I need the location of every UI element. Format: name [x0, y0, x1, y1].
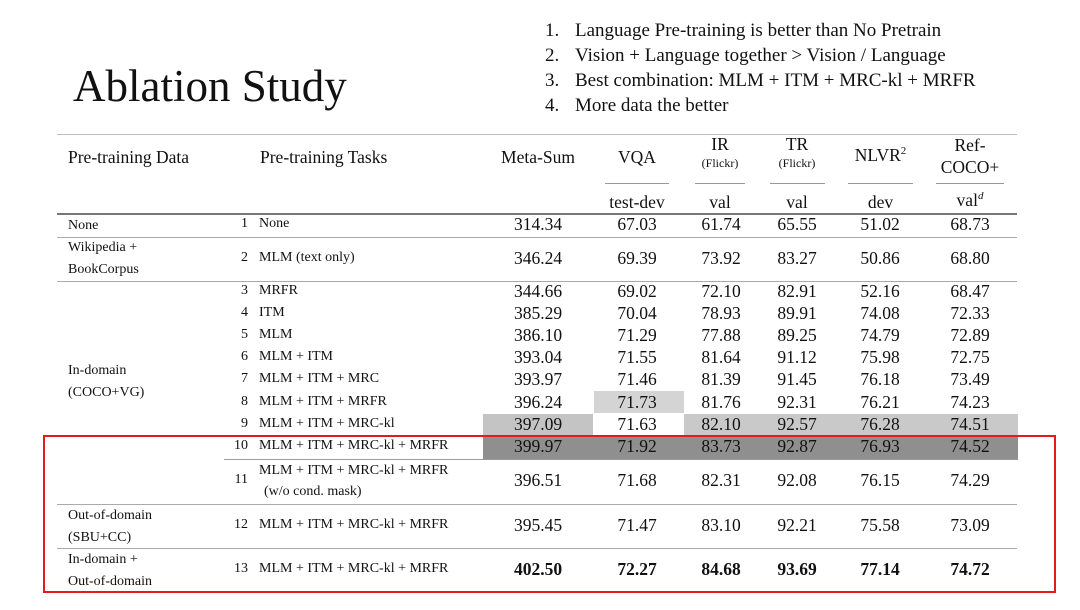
cell-refcoco: 74.52	[950, 436, 990, 456]
cell-refcoco: 68.47	[950, 281, 990, 301]
cell-nlvr2: 74.79	[860, 325, 900, 345]
cell-nlvr2: 74.08	[860, 303, 900, 323]
subheader-ref	[925, 190, 1015, 211]
cell-tr: 89.91	[777, 303, 817, 323]
group-line: In-domain	[68, 363, 127, 378]
cell-ir: 84.68	[701, 559, 741, 579]
cell-nlvr2: 76.18	[860, 369, 900, 389]
cell-refcoco: 73.49	[950, 369, 990, 389]
row-index: 2	[241, 250, 248, 265]
cell-meta-sum: 393.04	[513, 347, 563, 367]
cell-refcoco: 74.51	[950, 414, 990, 434]
cell-refcoco: 68.80	[950, 248, 990, 268]
cell-meta-sum: 395.45	[513, 515, 563, 535]
cell-nlvr2: 76.15	[860, 470, 900, 490]
subheader-rule	[848, 183, 913, 184]
row-task: MLM + ITM + MRC-kl	[259, 416, 395, 431]
cell-refcoco: 74.23	[950, 392, 990, 412]
point-text: More data the better	[575, 95, 729, 116]
header-nlvr-sup: 2	[900, 145, 907, 158]
group-line: None	[68, 218, 99, 233]
cell-meta-sum: 396.51	[513, 470, 563, 490]
cell-meta-sum: 346.24	[513, 248, 563, 268]
cell-vqa: 71.92	[617, 436, 657, 456]
row-separator	[57, 237, 1017, 238]
header-ref-line2: COCO+	[940, 157, 1000, 177]
cell-tr: 83.27	[777, 248, 817, 268]
cell-tr: 92.31	[777, 392, 817, 412]
cell-vqa: 71.68	[617, 470, 657, 490]
cell-nlvr2: 76.28	[860, 414, 900, 434]
cell-refcoco: 72.75	[950, 347, 990, 367]
cell-ir: 61.74	[701, 214, 741, 234]
cell-tr: 92.08	[777, 470, 817, 490]
row-index: 11	[234, 472, 248, 487]
row-index: 1	[241, 216, 248, 231]
subheader-tr: val	[786, 192, 808, 212]
group-line: Out-of-domain	[68, 574, 152, 589]
row-index: 6	[241, 349, 248, 364]
point-item	[545, 18, 976, 43]
subheader-rule	[695, 183, 745, 184]
cell-nlvr2: 77.14	[860, 559, 900, 579]
row-task: None	[259, 216, 290, 231]
group-line: In-domain +	[68, 552, 138, 567]
cell-ir: 73.92	[701, 248, 741, 268]
header-tr-sub: (Flickr)	[778, 156, 816, 170]
cell-tr: 89.25	[777, 325, 817, 345]
table-top-rule	[57, 134, 1017, 135]
point-item	[545, 93, 976, 118]
cell-tr: 91.45	[777, 369, 817, 389]
key-points-list	[545, 18, 976, 118]
cell-meta-sum: 402.50	[513, 559, 563, 579]
cell-meta-sum: 396.24	[513, 392, 563, 412]
header-vqa: VQA	[618, 147, 656, 167]
header-ir-label: IR	[711, 134, 729, 154]
group-label	[68, 360, 144, 404]
group-label	[68, 237, 139, 281]
cell-nlvr2: 51.02	[860, 214, 900, 234]
cell-ir: 81.64	[701, 347, 741, 367]
row-task: MRFR	[259, 283, 298, 298]
row-index: 13	[234, 561, 248, 576]
row-task-line: (w/o cond. mask)	[264, 484, 362, 499]
cell-refcoco: 68.73	[950, 214, 990, 234]
highlight-box	[43, 435, 1056, 593]
row-task: MLM + ITM + MRC-kl + MRFR	[259, 438, 449, 453]
subheader-nlvr: dev	[867, 192, 894, 212]
cell-tr: 93.69	[777, 559, 817, 579]
cell-vqa: 71.46	[617, 369, 657, 389]
header-meta-sum: Meta-Sum	[501, 147, 575, 167]
cell-meta-sum: 397.09	[513, 414, 563, 434]
header-ir	[680, 134, 760, 171]
cell-tr: 65.55	[777, 214, 817, 234]
header-nlvr-label: NLVR	[854, 145, 901, 165]
row-task: MLM + ITM + MRC-kl + MRFR	[259, 561, 449, 576]
cell-nlvr2: 76.93	[860, 436, 900, 456]
row-task: MLM + ITM + MRC	[259, 371, 380, 386]
header-tr-label: TR	[785, 134, 809, 154]
cell-meta-sum: 393.97	[513, 369, 563, 389]
row-index: 4	[241, 305, 248, 320]
cell-vqa: 71.63	[617, 414, 657, 434]
subheader-vqa: test-dev	[609, 192, 665, 212]
cell-vqa: 71.47	[617, 515, 657, 535]
cell-ir: 81.39	[701, 369, 741, 389]
group-line: Out-of-domain	[68, 508, 152, 523]
cell-ir: 82.31	[701, 470, 741, 490]
cell-tr: 92.87	[777, 436, 817, 456]
cell-tr: 92.57	[777, 414, 817, 434]
row-task: MLM + ITM + MRC-kl + MRFR	[259, 517, 449, 532]
cell-meta-sum: 399.97	[513, 436, 563, 456]
cell-ir: 83.10	[701, 515, 741, 535]
row-index: 3	[241, 283, 248, 298]
cell-tr: 91.12	[777, 347, 817, 367]
row-task: MLM	[259, 327, 293, 342]
cell-vqa: 69.02	[617, 281, 657, 301]
row-task: ITM	[259, 305, 285, 320]
header-pretraining-data: Pre-training Data	[68, 147, 189, 167]
cell-ir: 72.10	[701, 281, 741, 301]
subheader-rule	[770, 183, 825, 184]
row-index: 8	[241, 394, 248, 409]
group-line: (SBU+CC)	[68, 530, 132, 545]
cell-meta-sum: 386.10	[513, 325, 563, 345]
cell-refcoco: 74.72	[950, 559, 990, 579]
cell-vqa: 71.73	[617, 392, 657, 412]
row-index: 12	[234, 517, 248, 532]
subheader-rule	[605, 183, 669, 184]
cell-vqa: 70.04	[617, 303, 657, 323]
cell-vqa: 69.39	[617, 248, 657, 268]
header-ir-sub: (Flickr)	[701, 156, 739, 170]
cell-vqa: 67.03	[617, 214, 657, 234]
group-line: Wikipedia +	[68, 240, 138, 255]
group-line: (COCO+VG)	[68, 385, 145, 400]
point-text: Language Pre-training is better than No Pretrain	[575, 20, 942, 41]
cell-ir: 77.88	[701, 325, 741, 345]
cell-vqa: 72.27	[617, 559, 657, 579]
cell-refcoco: 72.33	[950, 303, 990, 323]
cell-nlvr2: 76.21	[860, 392, 900, 412]
cell-vqa: 71.55	[617, 347, 657, 367]
row-task-line: MLM + ITM + MRC-kl + MRFR	[259, 463, 449, 478]
cell-refcoco: 73.09	[950, 515, 990, 535]
row-index: 7	[241, 371, 248, 386]
cell-nlvr2: 52.16	[860, 281, 900, 301]
cell-refcoco: 74.29	[950, 470, 990, 490]
slide-title: Ablation Study	[73, 61, 347, 111]
row-index: 5	[241, 327, 248, 342]
point-item	[545, 43, 976, 68]
cell-nlvr2: 50.86	[860, 248, 900, 268]
cell-meta-sum: 344.66	[513, 281, 563, 301]
cell-ir: 82.10	[701, 414, 741, 434]
row-task: MLM + ITM	[259, 349, 334, 364]
cell-ir: 81.76	[701, 392, 741, 412]
row-task: MLM + ITM + MRFR	[259, 394, 387, 409]
cell-ir: 78.93	[701, 303, 741, 323]
group-label	[68, 215, 98, 237]
group-line: BookCorpus	[68, 262, 139, 277]
cell-tr: 82.91	[777, 281, 817, 301]
cell-meta-sum: 385.29	[513, 303, 563, 323]
row-task: MLM (text only)	[259, 250, 355, 265]
point-number: 2.	[545, 45, 560, 66]
point-number: 1.	[545, 20, 560, 41]
cell-nlvr2: 75.58	[860, 515, 900, 535]
cell-nlvr2: 75.98	[860, 347, 900, 367]
cell-vqa: 71.29	[617, 325, 657, 345]
row-index: 10	[234, 438, 248, 453]
point-number: 4.	[545, 95, 560, 116]
header-nlvr2	[838, 145, 923, 166]
header-pretraining-tasks: Pre-training Tasks	[260, 147, 388, 167]
point-item	[545, 68, 976, 93]
subheader-ref-sup: d	[977, 190, 984, 203]
point-text: Vision + Language together > Vision / Language	[575, 45, 946, 66]
row-index: 9	[241, 416, 248, 431]
point-text: Best combination: MLM + ITM + MRC-kl + MRFR	[575, 70, 976, 91]
header-tr	[757, 134, 837, 171]
cell-meta-sum: 314.34	[513, 214, 563, 234]
subheader-ref-label: val	[956, 190, 978, 210]
point-number: 3.	[545, 70, 560, 91]
header-refcoco	[925, 134, 1015, 178]
subheader-rule	[936, 183, 1004, 184]
header-ref-line1: Ref-	[954, 135, 986, 155]
subheader-ir: val	[709, 192, 731, 212]
cell-ir: 83.73	[701, 436, 741, 456]
cell-refcoco: 72.89	[950, 325, 990, 345]
cell-tr: 92.21	[777, 515, 817, 535]
